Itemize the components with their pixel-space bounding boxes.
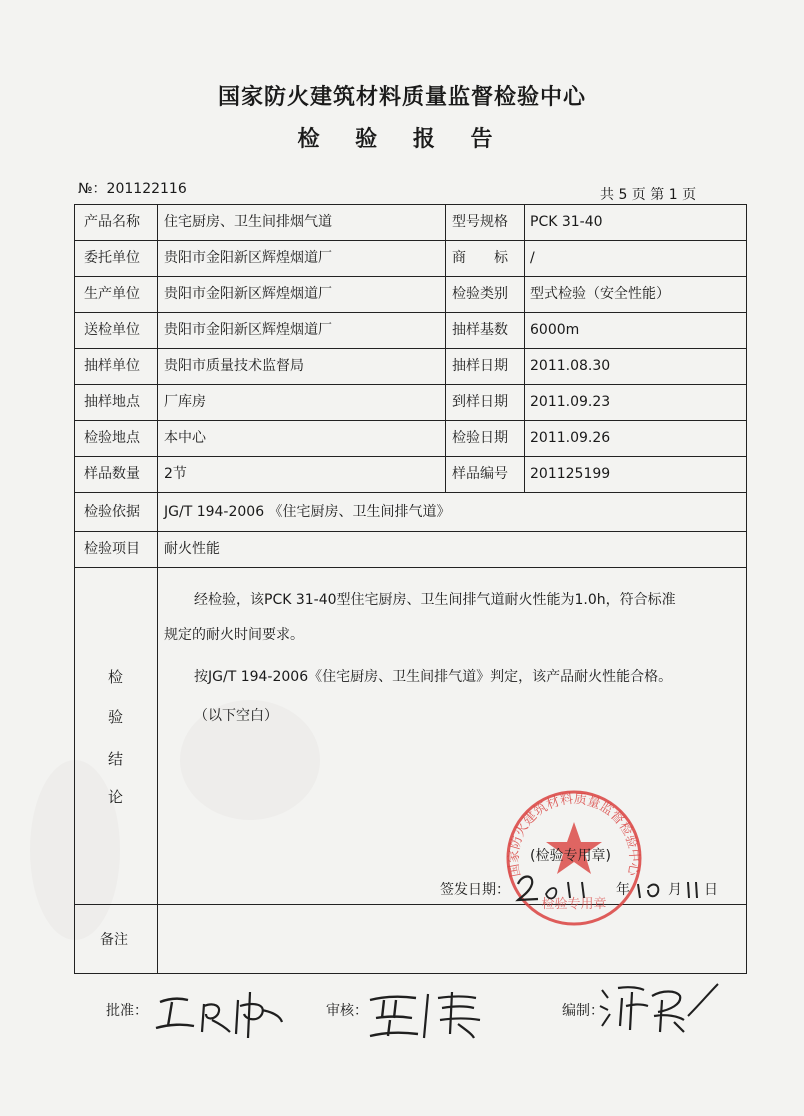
label-producer: 生产单位 bbox=[84, 286, 140, 302]
document-number: №：201122116 bbox=[78, 181, 187, 197]
label-product-name: 产品名称 bbox=[84, 214, 140, 230]
value-sampler: 贵阳市质量技术监督局 bbox=[164, 358, 304, 374]
conclusion-label-char: 验 bbox=[108, 708, 124, 726]
label-client: 委托单位 bbox=[84, 250, 140, 266]
value-sample-date: 2011.08.30 bbox=[530, 358, 611, 374]
remarks-label: 备注 bbox=[100, 932, 128, 948]
svg-text:年: 年 bbox=[616, 882, 630, 898]
value-client: 贵阳市金阳新区辉煌烟道厂 bbox=[164, 250, 332, 266]
label-sample-base: 抽样基数 bbox=[452, 322, 508, 338]
value-sender: 贵阳市金阳新区辉煌烟道厂 bbox=[164, 322, 332, 338]
value-basis: JG/T 194-2006 《住宅厨房、卫生间排气道》 bbox=[164, 504, 451, 520]
value-model: PCK 31-40 bbox=[530, 214, 603, 230]
label-sample-qty: 样品数量 bbox=[84, 466, 140, 482]
conclusion-blank-note: （以下空白） bbox=[194, 708, 278, 724]
value-test-date: 2011.09.26 bbox=[530, 430, 611, 446]
handwritten-issue-date bbox=[512, 868, 722, 908]
report-title: 国家防火建筑材料质量监督检验中心 bbox=[217, 85, 586, 110]
svg-text:月: 月 bbox=[668, 882, 682, 898]
value-test-place: 本中心 bbox=[164, 430, 206, 446]
value-items: 耐火性能 bbox=[164, 541, 220, 557]
page-info: 共 5 页 第 1 页 bbox=[600, 187, 697, 203]
issue-date-label: 签发日期： bbox=[440, 882, 510, 898]
conclusion-label-char: 结 bbox=[108, 750, 124, 768]
value-test-type: 型式检验（安全性能） bbox=[530, 286, 670, 302]
approve-signature bbox=[150, 984, 290, 1044]
conclusion-label-char: 论 bbox=[108, 788, 124, 806]
label-basis: 检验依据 bbox=[84, 504, 140, 520]
conclusion-text-line2: 规定的耐火时间要求。 bbox=[164, 627, 304, 643]
label-model: 型号规格 bbox=[452, 214, 508, 230]
label-sampler: 抽样单位 bbox=[84, 358, 140, 374]
seal-text: 国家防火建筑材料质量监督检验中心 bbox=[506, 791, 642, 879]
label-test-date: 检验日期 bbox=[452, 430, 508, 446]
svg-text:日: 日 bbox=[704, 882, 718, 898]
review-label: 审核： bbox=[326, 1003, 368, 1019]
value-arrival-date: 2011.09.23 bbox=[530, 394, 611, 410]
compile-label: 编制： bbox=[562, 1003, 604, 1019]
stamp-label: (检验专用章) bbox=[530, 848, 611, 864]
value-sample-qty: 2节 bbox=[164, 466, 187, 482]
label-items: 检验项目 bbox=[84, 541, 140, 557]
label-trademark: 商 标 bbox=[452, 250, 508, 266]
label-sample-place: 抽样地点 bbox=[84, 394, 140, 410]
conclusion-judgement: 按JG/T 194-2006《住宅厨房、卫生间排气道》判定，该产品耐火性能合格。 bbox=[194, 669, 673, 685]
compile-signature bbox=[596, 976, 726, 1040]
label-arrival-date: 到样日期 bbox=[452, 394, 508, 410]
label-sample-date: 抽样日期 bbox=[452, 358, 508, 374]
value-product-name: 住宅厨房、卫生间排烟气道 bbox=[164, 214, 332, 230]
value-trademark: / bbox=[530, 250, 535, 266]
label-test-type: 检验类别 bbox=[452, 286, 508, 302]
conclusion-label-char: 检 bbox=[108, 668, 124, 686]
label-sample-no: 样品编号 bbox=[452, 466, 508, 482]
value-sample-place: 厂库房 bbox=[164, 394, 206, 410]
conclusion-text-line1: 经检验，该PCK 31-40型住宅厨房、卫生间排气道耐火性能为1.0h，符合标准 bbox=[194, 592, 676, 608]
value-sample-no: 201125199 bbox=[530, 466, 611, 482]
label-sender: 送检单位 bbox=[84, 322, 140, 338]
approve-label: 批准： bbox=[106, 1003, 148, 1019]
value-producer: 贵阳市金阳新区辉煌烟道厂 bbox=[164, 286, 332, 302]
review-signature bbox=[362, 984, 502, 1044]
label-test-place: 检验地点 bbox=[84, 430, 140, 446]
value-sample-base: 6000m bbox=[530, 322, 580, 338]
report-subtitle: 检 验 报 告 bbox=[297, 127, 507, 152]
seal-bottom-text: 检验专用章 bbox=[541, 897, 607, 912]
